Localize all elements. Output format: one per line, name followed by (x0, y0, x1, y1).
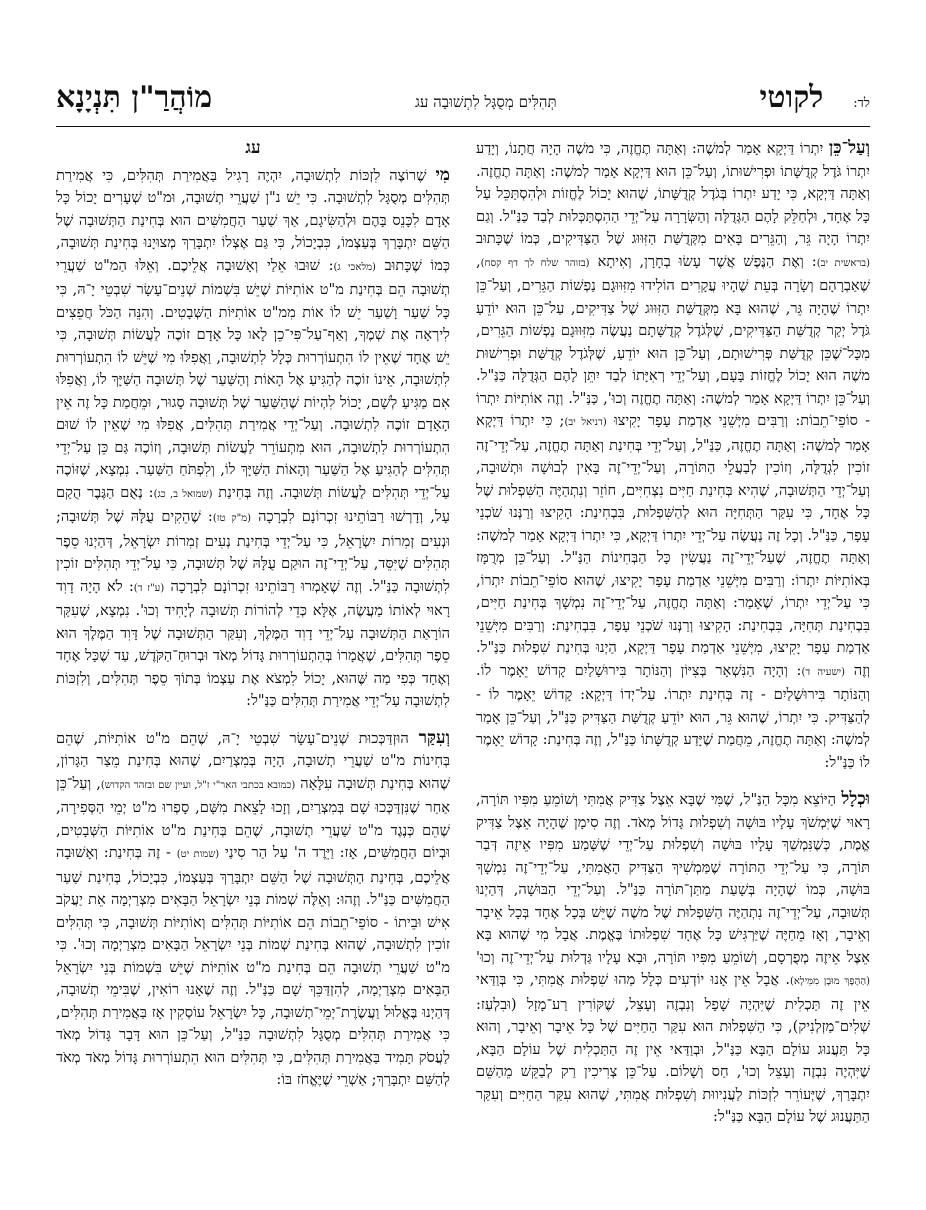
page-header (56, 80, 870, 124)
source-reference: (דניאל יב) (564, 417, 607, 428)
paragraph-text: , שֶׁאַבְרָהָם וְשָׂרָה בְּעֵת שֶׁהָיוּ עֲקָרִים הוֹלִידוּ מִזִּוּוּגָם נַפְשׁוֹת הַגֵּרִים, וְעַל־כֵּן יִתְרוֹ שֶׁהָיָה גֵּר, שֶׁהוּא בָּא מִקְּדֻשַּׁת הַזִּוּוּג שֶׁל צַדִּיקִים, עַל־כֵּן הוּא יוֹדֵעַ גֹּדֶל יְקַר קְדֻשַּׁת הַצַּדִּיקִים, שֶׁלְּגֹדֶל קְדֻשָּׁתָם נַעֲשֶׂה מִזִּוּוּגָם נַפְשׁוֹת הַגֵּרִים, מִכָּל־שֶׁכֵּן קְדֻשַּׁת פְּרִישׁוּתָם, וְעַל־כֵּן הוּא יוֹדֵעַ, שֶׁלְּגֹדֶל קְדֻשַּׁת וּפְרִישׁוּת משֶׁה הוּא יָכוֹל לֶחֱזוֹת בָּעָם, וְעַל־יְדֵי רְאִיָּתוֹ לְבַד יִתֵּן לָהֶם הַגְּדֻלָּה כַּנַּ"ל. וְעַל־כֵּן יִתְרוֹ דַּיְקָא אָמַר לְמשֶׁה: וְאַתָּה תֶחֱזֶה וְכוּ', כַּנַּ"ל. וְזֶה אוֹתִיּוֹת יִתְרוֹ - סוֹפֵי־תֵבוֹת: וְרַבִּים מִיְּשֵׁנֵי אַדְמַת עָפָר יָקִיצוּ (476, 252, 870, 429)
header-rule (56, 126, 870, 127)
book-title-left: מוֹהֲרַ"ן תִּנְיָנָא (56, 80, 213, 115)
source-reference: (כמובא בכתבי האר"י ז"ל, ועיין שם ובזהר הקדוש) (100, 779, 296, 791)
paragraph-text: . אֲבָל אֵין אָנוּ יוֹדְעִים כְּלָל מַהוּ שִׁפְלוּת אֲמִתִּי, כִּי בְּוַדַּאי אֵין זֶה תַּכְלִית שֶׁיִּהְיֶה שָׁפָל וְנִבְזֶה וְעָצֵל, שֶׁקּוֹרִין רַע־מָזָל (וּבִלְעַז: שְׁלִים־מַזְלְנִיק), כִּי הַשִּׁפְלוּת הוּא עִקַּר הַחַיִּים שֶׁל כָּל אֵיבָר וְאֵיבָר, וְהוּא כָּל תַּעֲנוּג עוֹלָם הַבָּא כַּנַּ"ל, וּבְוַדַּאי אֵין זֶה הַתַּכְלִית שֶׁל עוֹלָם הַבָּא, שֶׁיִּהְיֶה נִבְזֶה וְעָצֵל וְכוּ', חַס וְשָׁלוֹם. עַל־כֵּן צְרִיכִין רַק לְבַקֵּשׁ מֵהַשֵּׁם יִתְבָּרַךְ, שֶׁיְּעוֹרֵר לִזְכּוֹת לַעֲנִיווּת וְשִׁפְלוּת אֲמִתִּי, שֶׁהוּא עִקַּר הַחַיִּים וְעִקַּר הַתַּעֲנוּג שֶׁל עוֹלָם הַבָּא כַּנַּ"ל: (476, 971, 870, 1125)
paragraph-opener: וְעִקַּר (418, 727, 450, 748)
source-reference: (ע"ז ד) (133, 582, 165, 594)
paragraph-opener: מִי (435, 164, 450, 185)
text-columns (56, 137, 870, 1147)
source-reference: (שמות יט) (176, 849, 220, 860)
paragraph-text: הַיּוֹצֵא מִכָּל הַנַּ"ל, שֶׁמִּי שֶׁבָּא אֵצֶל צַדִּיק אֲמִתִּי וְשׁוֹמֵעַ מִפִּיו תּוֹרָה, רָאוּי שֶׁיִּמְשֹׁךְ עָלָיו בּוּשָׁה וְשִׁפְלוּת גָּדוֹל מְאֹד. וְזֶה סִימָן שֶׁהָיָה אֵצֶל צַדִּיק אֱמֶת, כְּשֶׁנִּמְשַׁךְ עָלָיו בּוּשָׁה וְשִׁפְלוּת עַל־יְדֵי שֶׁשָּׁמַע מִפִּיו אֵיזֶה דְּבַר תּוֹרָה, כִּי עַל־יְדֵי הַתּוֹרָה שֶׁמַּמְשִׁיךְ הַצַּדִּיק הָאֲמִתִּי, עַל־יְדֵי־זֶה נִמְשָׁךְ בּוּשָׁה, כְּמוֹ שֶׁהָיָה בְּשָׁעַת מַתַּן־תּוֹרָה כַּנַּ"ל. וְעַל־יְדֵי הַבּוּשָׁה, דְּהַיְנוּ תְּשׁוּבָה, עַל־יְדֵי־זֶה נִתְהַיֶּה הַשִּׁפְלוּת שֶׁל משֶׁה שֶׁיֵּשׁ בְּכָל אֶחָד בְּכָל אֵיבָר וְאֵיבָר, וְאָז מֵחַיֶּה שֶׁיַּרְגִּישׁ כָּל אֶחָד שִׁפְלוּתוֹ בֶּאֱמֶת. אֲבָל מִי שֶׁהוּא בָּא אֵצֶל אֵיזֶה מְפֻרְסָם, וְשׁוֹמֵעַ מִפִּיו תּוֹרָה, וּבָא עָלָיו גַּדְלוּת עַל־יְדֵי־זֶה וְכוּ' (476, 791, 870, 966)
paragraph (56, 727, 450, 1092)
right-column (476, 137, 870, 1147)
paragraph-text: : לֹא הָיָה דָוִד רָאוּי לְאוֹתוֹ מַעֲשֶׂה, אֶלָּא כְּדֵי לְהוֹרוֹת תְּשׁוּבָה לְיָחִיד וְכוּ'. נִמְצָא, שֶׁעִקַּר הוֹרָאַת הַתְּשׁוּבָה עַל־יְדֵי דָוִד הַמֶּלֶךְ, וְעִקַּר הַתְּשׁוּבָה שֶׁל דָּוִד הַמֶּלֶךְ הוּא סֵפֶר תְּהִלִּים, שֶׁאֲמָרוֹ בְּהִתְעוֹרְרוּת גָּדוֹל מְאֹד וּבְרוּחַ־הַקֹּדֶשׁ, עַד שֶׁכָּל אֶחָד וְאֶחָד כְּפִי מַה שֶּׁהוּא, יָכוֹל לִמְצֹא אֶת עַצְמוֹ בְּתוֹךְ סֵפֶר תְּהִלִּים, וְלִזְכּוֹת לִתְשׁוּבָה עַל־יְדֵי אֲמִירַת תְּהִלִּים כַּנַּ"ל: (56, 577, 450, 709)
header-right (760, 80, 870, 115)
paragraph-text: : וְהָיָה הַנִּשְׁאָר בְּצִיּוֹן וְהַנּוֹתָר בִּירוּשָׁלַיִם קָדוֹשׁ יֵאָמֶר לוֹ. וְהַנּוֹתָר בִּירוּשָׁלַיִם - זֶה בְּחִינַת יִתְרוֹ. עַל־יְדוֹ דַּיְקָא: קָדוֹשׁ יֵאָמֶר לוֹ - לְהַצַּדִּיק. כִּי יִתְרוֹ, שֶׁהוּא גֵּר, הוּא יוֹדֵעַ קְדֻשַּׁת הַצַּדִּיק כַּנַּ"ל, וְעַל־כֵּן אָמַר לְמשֶׁה: וְאַתָּה תֶחֱזֶה, מֵחֲמַת שֶׁיָּדַע קְדֻשָּׁתוֹ כַּנַּ"ל, וְזֶה בְּחִינַת: קָדוֹשׁ יֵאָמֶר לוֹ כַּנַּ"ל: (476, 661, 870, 771)
section-number: עג (245, 138, 261, 158)
paragraph (476, 788, 870, 1129)
paragraph-text: הוּזְדַּכְּכוּת שְׁנֵים־עָשָׂר שִׁבְטֵי יָ־הּ, שֶׁהֵם מ"ט אוֹתִיּוֹת, שֶׁהֵם בְּחִינוֹת מ"ט שַׁעֲרֵי תְשׁוּבָה, הָיָה בְּמִצְרַיִם, שֶׁהוּא בְּחִינַת מֵצַר הַגָּרוֹן, שֶׁהוּא בְּחִינַת תְּשׁוּבָה עִלָּאָה (56, 729, 450, 792)
source-reference: (ישעיה ד) (801, 666, 846, 678)
source-reference: (מלאכי ג) (333, 261, 376, 273)
paragraph (476, 137, 870, 774)
folio-number: לד: (853, 96, 870, 111)
paragraph-text: : שׁוּבוּ אֵלַי וְאָשׁוּבָה אֲלֵיכֶם. וְאֵלּוּ הַמ"ט שַׁעֲרֵי תְשׁוּבָה הֵם בְּחִינַת מ"ט אוֹתִיּוֹת שֶׁיֵּשׁ בִּשְׁמוֹת שְׁנֵים־עָשָׂר שִׁבְטֵי יָ־הּ, כִּי כָּל שַׁעַר וָשַׁעַר יֵשׁ לוֹ אוֹת מִמ"ט אוֹתִיּוֹת הַשְּׁבָטִים. וְהִנֵּה הַכֹּל חֲפֵצִים לִירְאָה אֶת שְׁמֶךָ, וְאַף־עַל־פִּי־כֵן לָאו כָּל אָדָם זוֹכֶה לַעֲשׂוֹת תְּשׁוּבָה, כִּי יֵשׁ אֶחָד שֶׁאֵין לוֹ הִתְעוֹרְרוּת כְּלָל לִתְשׁוּבָה, וַאֲפִלּוּ מִי שֶׁיֵּשׁ לוֹ הִתְעוֹרְרוּת לִתְשׁוּבָה, אֵינוֹ זוֹכֶה לְהַגִּיעַ אֶל הָאוֹת וְהַשַּׁעַר שֶׁל תְּשׁוּבָה הַשַּׁיָּךְ לוֹ, וַאֲפִלּוּ אִם מַגִּיעַ לְשָׁם, יָכוֹל לִהְיוֹת שֶׁהַשַּׁעַר שֶׁל תְּשׁוּבָה סָגוּר, וּמֵחֲמַת כָּל זֶה אֵין הָאָדָם זוֹכֶה לִתְשׁוּבָה. וְעַל־יְדֵי אֲמִירַת תְּהִלִּים, אֲפִלּוּ מִי שֶׁאֵין לוֹ שׁוּם הִתְעוֹרְרוּת לִתְשׁוּבָה, הוּא מִתְעוֹרֵר לַעֲשׂוֹת תְּשׁוּבָה, וְזוֹכֶה גַּם כֵּן עַל־יְדֵי תְּהִלִּים לְהַגִּיעַ אֶל הַשַּׁעַר וְהָאוֹת הַשַּׁיָּךְ לוֹ, וְלִפְתֹּחַ הַשַּׁעַר. נִמְצָא, שֶׁזּוֹכֶה עַל־יְדֵי תְּהִלִּים לַעֲשׂוֹת תְּשׁוּבָה. וְזֶה בְּחִינַת (56, 256, 450, 501)
paragraph-text: יִתְרוֹ דַּיְקָא אָמַר לְמשֶׁה: וְאַתָּה תֶחֱזֶה, כִּי משֶׁה הָיָה חֲתָנוֹ, וְיָדַע יִתְרוֹ גֹּדֶל קְדֻשָּׁתוֹ וּפְרִישׁוּתוֹ, וְעַל־כֵּן הוּא דַּיְקָא אָמַר לְמשֶׁה: וְאַתָּה תֶחֱזֶה. וְאַתָּה דַּיְקָא, כִּי יָדַע יִתְרוֹ בְּגֹדֶל קְדֻשָּׁתוֹ, שֶׁהוּא יָכוֹל לֶחֱזוֹת וּלְהִסְתַּכֵּל עַל כָּל אֶחָד, וּלְחַלֵּק לָהֶם הַגְּדֻלָּה וְהַשְּׂרָרָה עַל־יְדֵי הַהִסְתַּכְּלוּת לְבַד כַּנַּ"ל. וְגַם יִתְרוֹ הָיָה גֵּר, וְהַגֵּרִים בָּאִים מִקְּדֻשַּׁת הַזִּוּוּג שֶׁל הַצַּדִּיקִים, כְּמוֹ שֶׁכָּתוּב (476, 140, 870, 247)
paragraph-text: - זֶה בְּחִינַת: וְאָשׁוּבָה אֲלֵיכֶם, בְּחִינַת הַתְּשׁוּבָה שֶׁל הַשֵּׁם יִתְבָּרַךְ בְּעַצְמוֹ, כִּבְיָכוֹל, בְּחִינַת שַׁעַר הַחֲמִשִּׁים כַּנַּ"ל. וְזֶהוּ: וְאֵלֶּה שְׁמוֹת בְּנֵי יִשְׂרָאֵל הַבָּאִים מִצְרַיְמָה אֵת יַעֲקֹב אִישׁ וּבֵיתוֹ - סוֹפֵי־תֵבוֹת הֵם אוֹתִיּוֹת תְּהִלִּים וְאוֹתִיּוֹת תְּשׁוּבָה, כִּי תְּהִלִּים זוֹכִין לִתְשׁוּבָה, שֶׁהוּא בְּחִינַת שְׁמוֹת בְּנֵי יִשְׂרָאֵל הַבָּאִים מִצְרַיְמָה וְכוּ'. כִּי מ"ט שַׁעֲרֵי תְשׁוּבָה הֵם בְּחִינַת מ"ט אוֹתִיּוֹת שֶׁיֵּשׁ בִּשְׁמוֹת בְּנֵי יִשְׂרָאֵל הַבָּאִים מִצְרַיְמָה, לְהִזְדַּכֵּךְ שָׁם כַּנַּ"ל. וְזֶה שֶׁאָנוּ רוֹאִין, שֶׁבִּימֵי תְשׁוּבָה, דְּהַיְנוּ בֶּאֱלוּל וַעֲשֶׂרֶת־יְמֵי־תְשׁוּבָה, כָּל יִשְׂרָאֵל עוֹסְקִין אָז בַּאֲמִירַת תְּהִלִּים, כִּי אֲמִירַת תְּהִלִּים מְסֻגָּל לִתְשׁוּבָה כַּנַּ"ל, וְעַל־כֵּן הוּא דָּבָר גָּדוֹל מְאֹד לַעֲסֹק תָּמִיד בַּאֲמִירַת תְּהִלִּים, כִּי תְּהִלִּים הוּא הִתְעוֹרְרוּת גָּדוֹל מְאֹד מְאֹד לְהַשֵּׁם יִתְבָּרַךְ; אַשְׁרֵי שֶׁיֶּאֱחֹז בּוֹ: (56, 844, 450, 1088)
paragraph-text: : וְאֶת הַנֶּפֶשׁ אֲשֶׁר עָשׂוּ בְחָרָן, וְאִיתָא (589, 252, 817, 270)
source-reference: (שמואל ב, כג) (153, 488, 213, 500)
source-reference: (בראשית יב) (816, 257, 870, 269)
paragraph (56, 164, 450, 713)
paragraph-text: שֶׁרוֹצֶה לִזְכּוֹת לִתְשׁוּבָה, יִהְיֶה רָגִיל בַּאֲמִירַת תְּהִלִּים, כִּי אֲמִירַת תְּהִלִּים מְסֻגָּל לִתְשׁוּבָה. כִּי יֵשׁ נ"ן שַׁעֲרֵי תְשׁוּבָה, וּמ"ט שְׁעָרִים יָכוֹל כָּל אָדָם לִכָּנֵס בָּהֶם וּלְהַשִּׂיגָם, אַךְ שַׁעַר הַחֲמִשִּׁים הוּא בְּחִינַת הַתְּשׁוּבָה שֶׁל הַשֵּׁם יִתְבָּרַךְ בְּעַצְמוֹ, כִּבְיָכוֹל, כִּי גַּם אֶצְלוֹ יִתְבָּרַךְ מְצוּיָנוּ בְּחִינַת תְּשׁוּבָה, כְּמוֹ שֶׁכָּתוּב (56, 166, 450, 274)
paragraph-text: : נְאֻם הַגֶּבֶר הֻקַם עָל, וְדָרְשׁוּ רַבּוֹתֵינוּ זִכְרוֹנָם לִבְרָכָה (56, 483, 450, 525)
paragraph-opener: וְעַל־כֵּן (828, 138, 870, 158)
running-title: תְּהִלִּים מְסֻגָּל לִתְשׁוּבָה עג (414, 93, 557, 111)
paragraph-opener: וּכְלָל (841, 789, 870, 809)
book-title-right: לקוטי (759, 80, 824, 115)
source-reference: (הַהֶפֶךְ מוּבָן מִמֵּילָא) (789, 976, 870, 987)
paragraph-text: ; כִּי יִתְרוֹ דַּיְקָא אָמַר לְמשֶׁה: וְאַתָּה תֶחֱזֶה, כַּנַּ"ל, וְעַל־יְדֵי בְּחִינַת וְאַתָּה תֶחֱזֶה, עַל־יְדֵי־זֶה זוֹכִין לִגְדֻלָּה, וְזוֹכִין לְבַעֲלֵי הַתּוֹרָה, וְעַל־יְדֵי־זֶה בָּאִין לְבוּשָׁה וּתְשׁוּבָה, וְעַל־יְדֵי הַתְּשׁוּבָה, שֶׁהִיא בְּחִינַת חַיִּים נִצְחִיִּים, חוֹזֵר וְנִתְהַיֶּה הַשִּׁפְלוּת שֶׁל כָּל אֶחָד, כִּי עִקַּר הַתְּחִיָּה הוּא לְהַשִּׁפְלוּת, בִּבְחִינַת: הָקִיצוּ וְרַנְּנוּ שֹׁכְנֵי עָפָר, כַּנַּ"ל. וְכָל זֶה נַעֲשֶׂה עַל־יְדֵי יִתְרוֹ דַּיְקָא, כִּי יִתְרוֹ דַּיְקָא אָמַר לְמשֶׁה: וְאַתָּה תֶחֱזֶה, שֶׁעַל־יְדֵי־זֶה נַעֲשִׂין כָּל הַבְּחִינוֹת הַנַּ"ל. וְעַל־כֵּן מְרֻמָּז בְּאוֹתִיּוֹת יִתְרוֹ: וְרַבִּים מִיְּשֵׁנֵי אַדְמַת עָפָר יָקִיצוּ, שֶׁהוּא סוֹפֵי־תֵבוֹת יִתְרוֹ, כִּי עַל־יְדֵי יִתְרוֹ, שֶׁאָמַר: וְאַתָּה תֶחֱזֶה, עַל־יְדֵי־זֶה נִמְשָׁךְ בְּחִינַת חַיִּים, בִּבְחִינַת תְּחִיָּה, בִּבְחִינַת: הָקִיצוּ וְרַנְּנוּ שֹׁכְנֵי עָפָר, בִּבְחִינַת: וְרַבִּים מִיְּשֵׁנֵי אַדְמַת עָפָר יָקִיצוּ, מִיְּשֵׁנֵי אַדְמַת עָפָר דַּיְקָא, הַיְנוּ בְּחִינַת שִׁפְלוּת כַּנַּ"ל. וְזֶה (476, 412, 870, 679)
paragraph-text: : שֶׁהֵקִים עֻלָּהּ שֶׁל תְּשׁוּבָה; וּנְעִים זְמִרוֹת יִשְׂרָאֵל, כִּי עַל־יְדֵי בְּחִינַת נְעִים זְמִרוֹת יִשְׂרָאֵל, דְּהַיְנוּ סֵפֶר תְּהִלִּים שֶׁיִּסֵּד, עַל־יְדֵי־זֶה הוּקַם עֻלָּהּ שֶׁל תְּשׁוּבָה, כִּי עַל־יְדֵי תְּהִלִּים זוֹכִין לִתְשׁוּבָה כַּנַּ"ל. וְזֶה שֶׁאָמְרוּ רַבּוֹתֵינוּ זִכְרוֹנָם לִבְרָכָה (56, 508, 450, 595)
left-column (56, 137, 450, 1147)
source-reference: (מ"ק טז) (212, 513, 251, 524)
source-reference: (בזוהר שלח לך דף קסח) (480, 257, 590, 269)
paragraph-text: , וְעַל־כֵּן אַחַר שֶׁנִּזְדַּכְּכוּ שָׁם בְּמִצְרַיִם, וְזָכוּ לָצֵאת מִשָּׁם, סָפְרוּ מ"ט יְמֵי הַסְּפִירָה, שֶׁהֵם כְּנֶגֶד מ"ט שַׁעֲרֵי תְשׁוּבָה, שֶׁהֵם בְּחִינַת מ"ט אוֹתִיּוֹת הַשְּׁבָטִים, וּבְיוֹם הַחֲמִשִּׁים, אָז: וַיֵּרֶד ה' עַל הַר סִינַי (56, 774, 450, 861)
